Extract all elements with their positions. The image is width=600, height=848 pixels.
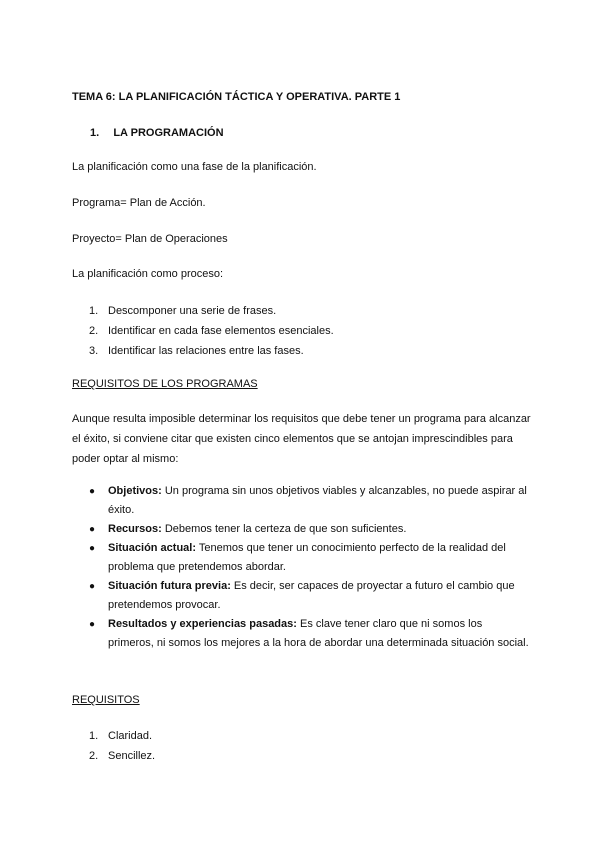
intro-line: Proyecto= Plan de Operaciones	[72, 233, 228, 245]
intro-line: Programa= Plan de Acción.	[72, 197, 206, 209]
list-number: 1.	[89, 305, 99, 317]
process-steps-list	[72, 301, 532, 361]
list-item	[72, 577, 530, 615]
requisitos-programas-list	[72, 482, 530, 653]
bullet-term: Situación actual:	[108, 542, 197, 554]
list-item-text: Descomponer una serie de frases.	[108, 305, 277, 317]
list-item	[72, 746, 532, 766]
list-item-text: Claridad.	[108, 730, 153, 742]
bullet-icon: ●	[89, 524, 96, 535]
bullet-term: Resultados y experiencias pasadas:	[108, 618, 297, 630]
bullet-text: Es decir, ser capaces de proyectar a futuro el cambio que pretendemos provocar.	[108, 580, 515, 611]
bullet-text: Un programa sin unos objetivos viables y alcanzables, no puede aspirar al éxito.	[108, 485, 527, 516]
list-item	[72, 726, 532, 746]
bullet-text: Es clave tener claro que ni somos los primeros, ni somos los mejores a la hora de abordar una determinada situación social.	[108, 618, 529, 649]
bullet-icon: ●	[89, 619, 96, 630]
intro-line: La planificación como una fase de la planificación.	[72, 161, 317, 173]
list-item	[72, 482, 530, 520]
requisitos-list	[72, 726, 532, 766]
section-heading	[90, 124, 224, 142]
intro-line: La planificación como proceso:	[72, 268, 224, 280]
bullet-icon: ●	[89, 543, 96, 554]
bullet-text: Debemos tener la certeza de que son suficientes.	[161, 523, 407, 535]
requisitos-programas-heading: REQUISITOS DE LOS PROGRAMAS	[72, 378, 258, 390]
section-number: 1.	[90, 127, 100, 139]
list-number: 2.	[89, 750, 99, 762]
section-title: LA PROGRAMACIÓN	[113, 127, 224, 139]
bullet-icon: ●	[89, 581, 96, 592]
list-number: 3.	[89, 345, 99, 357]
document-title: TEMA 6: LA PLANIFICACIÓN TÁCTICA Y OPERATIVA. PARTE 1	[72, 91, 401, 103]
list-item	[72, 539, 530, 577]
bullet-term: Recursos:	[108, 523, 162, 535]
bullet-term: Objetivos:	[108, 485, 162, 497]
list-item	[72, 321, 532, 341]
requisitos-programas-paragraph: Aunque resulta imposible determinar los requisitos que debe tener un programa para alcanzar el éxito, si conviene citar que existen cinco elementos que se antojan imprescindibles para poder optar al mismo:	[72, 413, 531, 465]
list-item	[72, 301, 532, 321]
requisitos-heading: REQUISITOS	[72, 694, 140, 706]
list-number: 2.	[89, 325, 99, 337]
bullet-icon: ●	[89, 486, 96, 497]
bullet-term: Situación futura previa:	[108, 580, 231, 592]
list-item-text: Identificar las relaciones entre las fases.	[108, 345, 304, 357]
list-item	[72, 341, 532, 361]
list-item	[72, 520, 530, 539]
list-item-text: Sencillez.	[108, 750, 156, 762]
list-item	[72, 615, 530, 653]
list-number: 1.	[89, 730, 99, 742]
list-item-text: Identificar en cada fase elementos esenciales.	[108, 325, 334, 337]
bullet-text: Tenemos que tener un conocimiento perfecto de la realidad del problema que pretendemos abordar.	[108, 542, 506, 573]
